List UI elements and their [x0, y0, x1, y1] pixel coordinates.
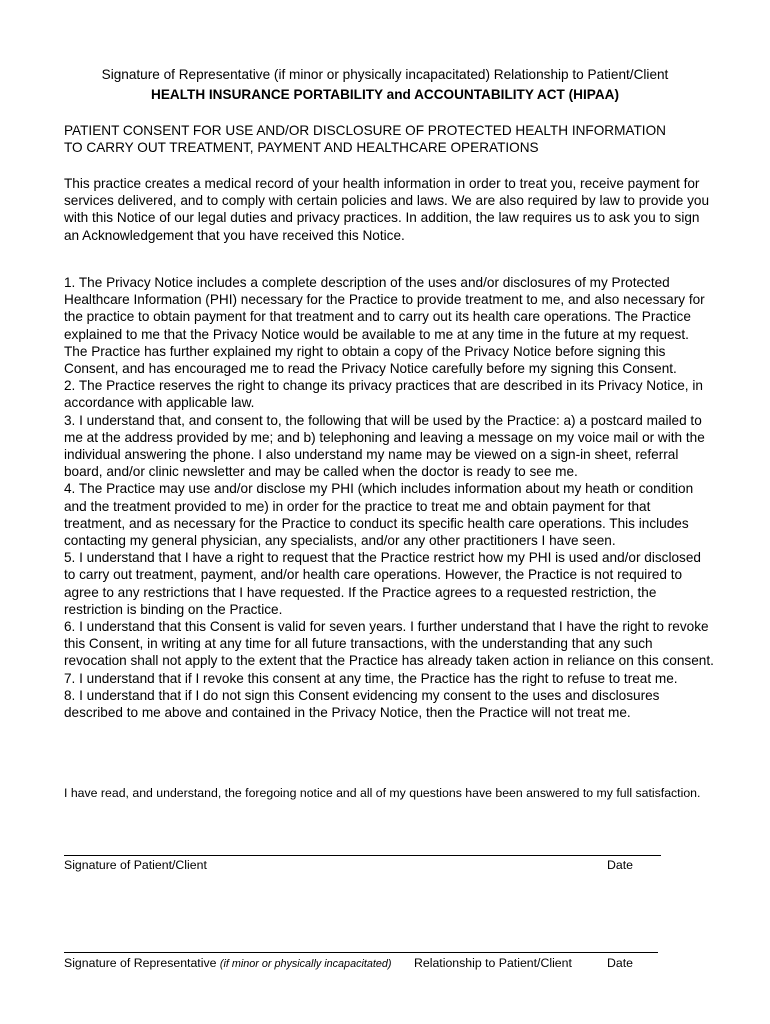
- consent-item-4: 4. The Practice may use and/or disclose my PHI (which includes information about my heath or condition and the treatment provided to me) in order for the practice to treat me and obtain payment for that treatment, and as necessary for the Practice to conduct its specific health care operations. This includes contacting my general physician, any specialists, and/or any other practitioners I have seen.: [64, 481, 694, 549]
- consent-item-3: 3. I understand that, and consent to, the following that will be used by the Practice: a) a postcard mailed to me at the address provided by me; and b) telephoning and leaving a message on my voice mail or with the individual answering the phone. I also understand my name may be viewed on a sign-in sheet, referral board, and/or clinic newsletter and may be called when the doctor is ready to see me.: [64, 412, 705, 480]
- consent-item-8: 8. I understand that if I do not sign this Consent evidencing my consent to the uses and disclosures described to me above and contained in the Privacy Notice, then the Practice will not treat me.: [64, 687, 660, 721]
- consent-item-7: 7. I understand that if I revoke this consent at any time, the Practice has the right to refuse to treat me.: [64, 670, 678, 686]
- consent-item-2: 2. The Practice reserves the right to change its privacy practices that are described in its Privacy Notice, in accordance with applicable law.: [64, 378, 703, 411]
- patient-date-label: Date: [607, 858, 633, 872]
- representative-signature-line[interactable]: [64, 952, 658, 953]
- consent-title-line-2: TO CARRY OUT TREATMENT, PAYMENT AND HEALTHCARE OPERATIONS: [64, 140, 539, 156]
- consent-title-line-1: PATIENT CONSENT FOR USE AND/OR DISCLOSURE OF PROTECTED HEALTH INFORMATION: [64, 123, 666, 138]
- representative-qualifier: (if minor or physically incapacitated): [219, 958, 392, 970]
- consent-item-5: 5. I understand that I have a right to request that the Practice restrict how my PHI is used and/or disclosed to carry out treatment, payment, and/or health care operations. However, the Practice is not required to agree to any restrictions that I have requested. If the Practice agrees to a requested restriction, the restriction is binding on the Practice.: [64, 550, 701, 617]
- consent-items-list: [64, 274, 714, 721]
- consent-title: [64, 122, 714, 156]
- intro-paragraph: This practice creates a medical record of your health information in order to treat you, receive payment for services delivered, and to comply with certain policies and laws. We are also required by law to provide you with this Notice of our legal duties and privacy practices. In addition, the law requires us to ask you to sign an Acknowledgement that you have received this Notice.: [64, 176, 710, 243]
- patient-signature-label: Signature of Patient/Client: [64, 858, 207, 872]
- acknowledgement-statement: I have read, and understand, the foregoing notice and all of my questions have been answered to my full satisfaction.: [64, 786, 701, 800]
- patient-signature-line[interactable]: [64, 855, 661, 856]
- representative-date-label: Date: [607, 956, 633, 970]
- document-title: HEALTH INSURANCE PORTABILITY and ACCOUNTABILITY ACT (HIPAA): [151, 87, 619, 102]
- header-representative-line: Signature of Representative (if minor or physically incapacitated) Relationship to Patient/Client: [101, 67, 669, 82]
- representative-signature-label: [64, 956, 391, 971]
- consent-item-6: 6. I understand that this Consent is valid for seven years. I further understand that I have the right to revoke this Consent, in writing at any time for all future transactions, with the understanding that any such revocation shall not apply to the extent that the Practice has already taken action in reliance on this consent.: [64, 619, 714, 669]
- relationship-label: Relationship to Patient/Client: [414, 956, 572, 970]
- representative-signature-text: Signature of Representative: [64, 956, 220, 970]
- consent-item-1: 1. The Privacy Notice includes a complete description of the uses and/or disclosures of my Protected Healthcare Information (PHI) necessary for the Practice to provide treatment to me, and also necessary for the practice to obtain payment for that treatment and to carry out its health care operations. The Practice explained to me that the Privacy Notice would be available to me at any time in the future at my request. The Practice has further explained my right to obtain a copy of the Privacy Notice before signing this Consent, and has encouraged me to read the Privacy Notice carefully before my signing this Consent.: [64, 275, 705, 377]
